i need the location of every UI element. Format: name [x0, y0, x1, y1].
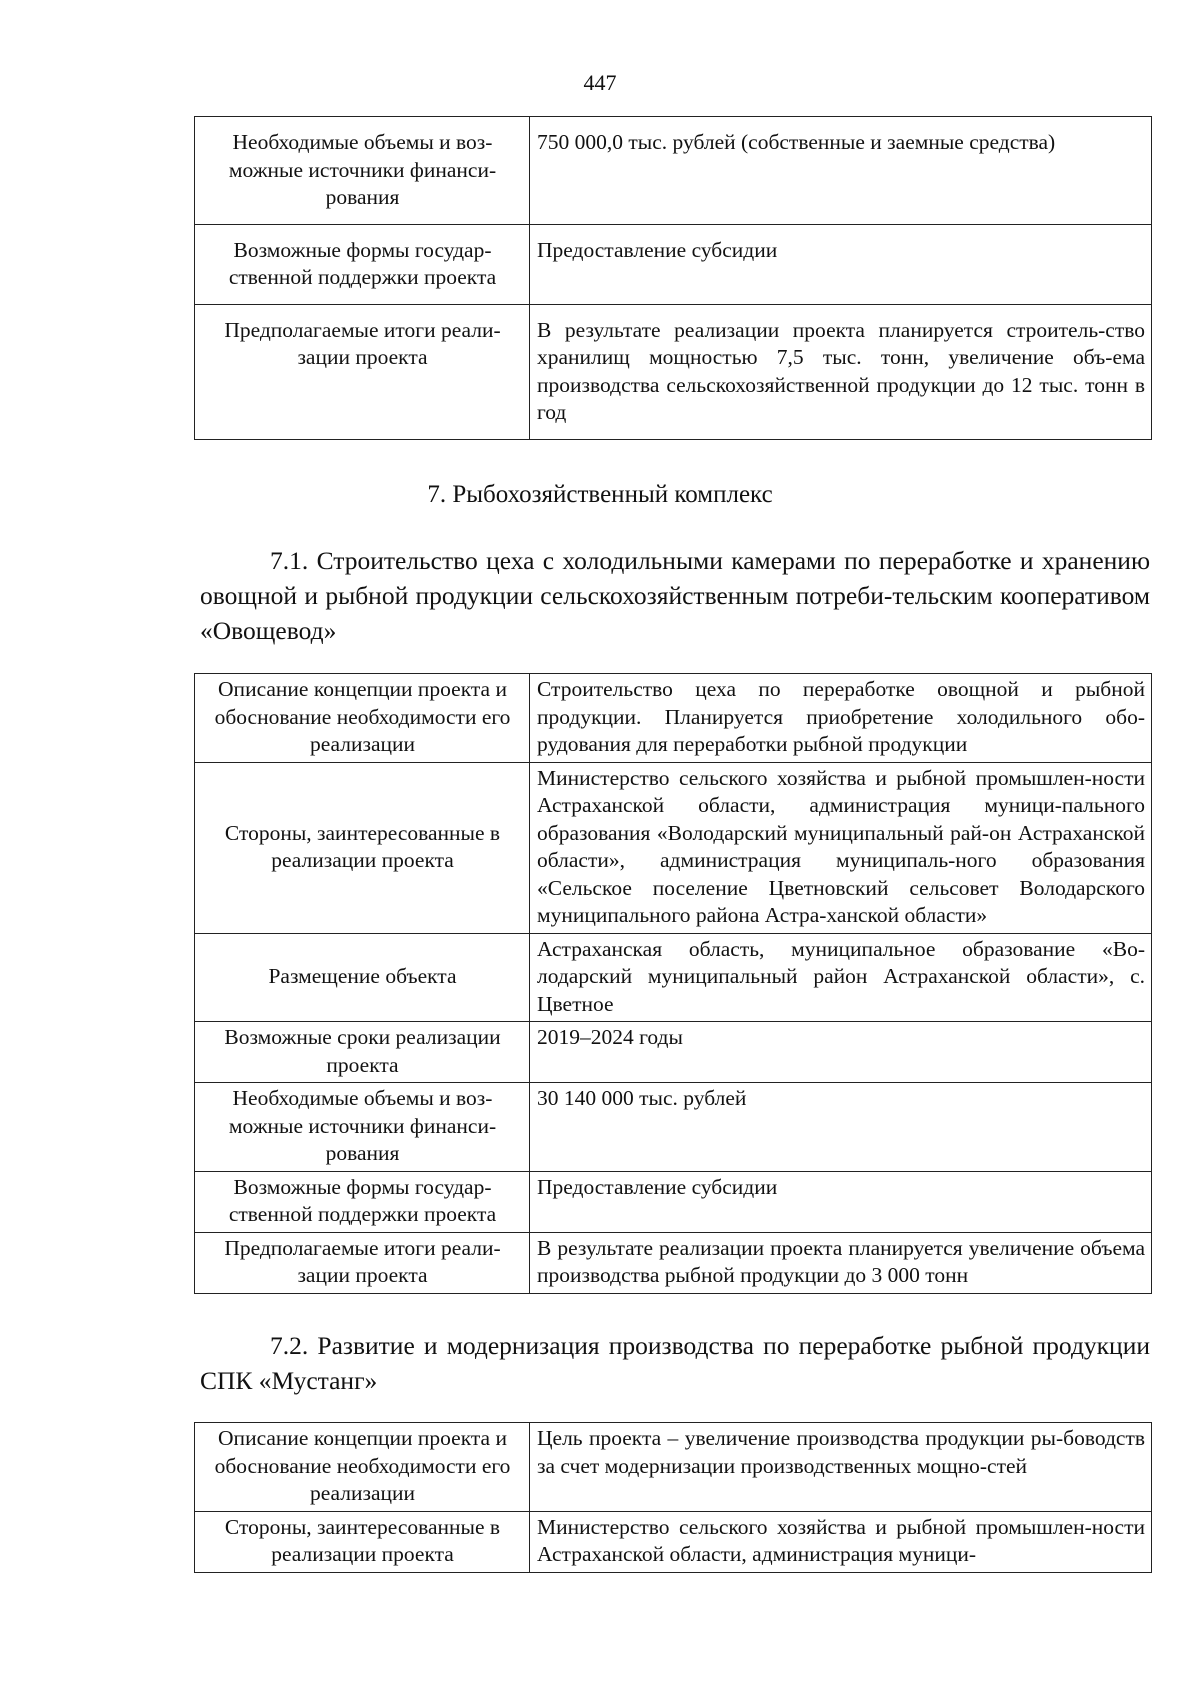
row-label: Размещение объекта [195, 933, 530, 1022]
table-7-1 [194, 673, 1152, 1294]
table-row [195, 1232, 1152, 1293]
row-label: Предполагаемые итоги реали-зации проекта [195, 304, 530, 439]
row-value: В результате реализации проекта планируется увеличение объема производства рыбной продукции до 3 000 тонн [530, 1232, 1152, 1293]
row-value: Цель проекта – увеличение производства продукции ры-боводств за счет модернизации производственных мощно-стей [530, 1423, 1152, 1512]
row-value: В результате реализации проекта планируется строитель-ство хранилищ мощностью 7,5 тыс. тонн, увеличение объ-ема производства сельскохозяйственной продукции до 12 тыс. тонн в год [530, 304, 1152, 439]
row-value: Предоставление субсидии [530, 1171, 1152, 1232]
row-label: Описание концепции проекта и обоснование необходимости его реализации [195, 674, 530, 763]
row-value: 2019–2024 годы [530, 1022, 1152, 1083]
page-number: 447 [583, 70, 617, 95]
row-label: Возможные сроки реализации проекта [195, 1022, 530, 1083]
table-row [195, 117, 1152, 225]
row-label: Необходимые объемы и воз-можные источники финанси-рования [195, 1083, 530, 1172]
section-title: 7. Рыбохозяйственный комплекс [427, 481, 773, 508]
table-row [195, 1511, 1152, 1572]
row-label: Предполагаемые итоги реали-зации проекта [195, 1232, 530, 1293]
table-7-2 [194, 1422, 1152, 1573]
row-value: Строительство цеха по переработке овощной и рыбной продукции. Планируется приобретение холодильного обо-рудования для переработки рыбной продукции [530, 674, 1152, 763]
table-row [195, 304, 1152, 439]
table-top [194, 116, 1152, 440]
row-value: Предоставление субсидии [530, 224, 1152, 304]
table-row [195, 224, 1152, 304]
row-label: Возможные формы государ-ственной поддержки проекта [195, 1171, 530, 1232]
table-row [195, 1083, 1152, 1172]
subsection-title: 7.2. Развитие и модернизация производства по переработке рыбной продукции СПК «Мустанг» [200, 1331, 1150, 1395]
table-row [195, 674, 1152, 763]
table-row [195, 1171, 1152, 1232]
row-label: Возможные формы государ-ственной поддержки проекта [195, 224, 530, 304]
table-row [195, 1022, 1152, 1083]
table-row [195, 933, 1152, 1022]
row-label: Необходимые объемы и воз-можные источники финанси-рования [195, 117, 530, 225]
row-label: Стороны, заинтересованные в реализации проекта [195, 1511, 530, 1572]
row-value: Министерство сельского хозяйства и рыбной промышлен-ности Астраханской области, администрация муници-пального образования «Володарский муниципальный рай-он Астраханской области», администрация муниципаль-ного образования «Сельское поселение Цветновский сельсовет Володарского муниципального района Астра-ханской области» [530, 762, 1152, 933]
row-label: Описание концепции проекта и обоснование необходимости его реализации [195, 1423, 530, 1512]
row-value: 30 140 000 тыс. рублей [530, 1083, 1152, 1172]
row-value: Министерство сельского хозяйства и рыбной промышлен-ности Астраханской области, администрация муници- [530, 1511, 1152, 1572]
row-value: 750 000,0 тыс. рублей (собственные и заемные средства) [530, 117, 1152, 225]
subsection-title: 7.1. Строительство цеха с холодильными камерами по переработке и хранению овощной и рыбной продукции сельскохозяйственным потреби-тельским кооперативом «Овощевод» [200, 546, 1150, 645]
table-row [195, 762, 1152, 933]
row-value: Астраханская область, муниципальное образование «Во-лодарский муниципальный район Астраханской области», с. Цветное [530, 933, 1152, 1022]
table-row [195, 1423, 1152, 1512]
row-label: Стороны, заинтересованные в реализации проекта [195, 762, 530, 933]
